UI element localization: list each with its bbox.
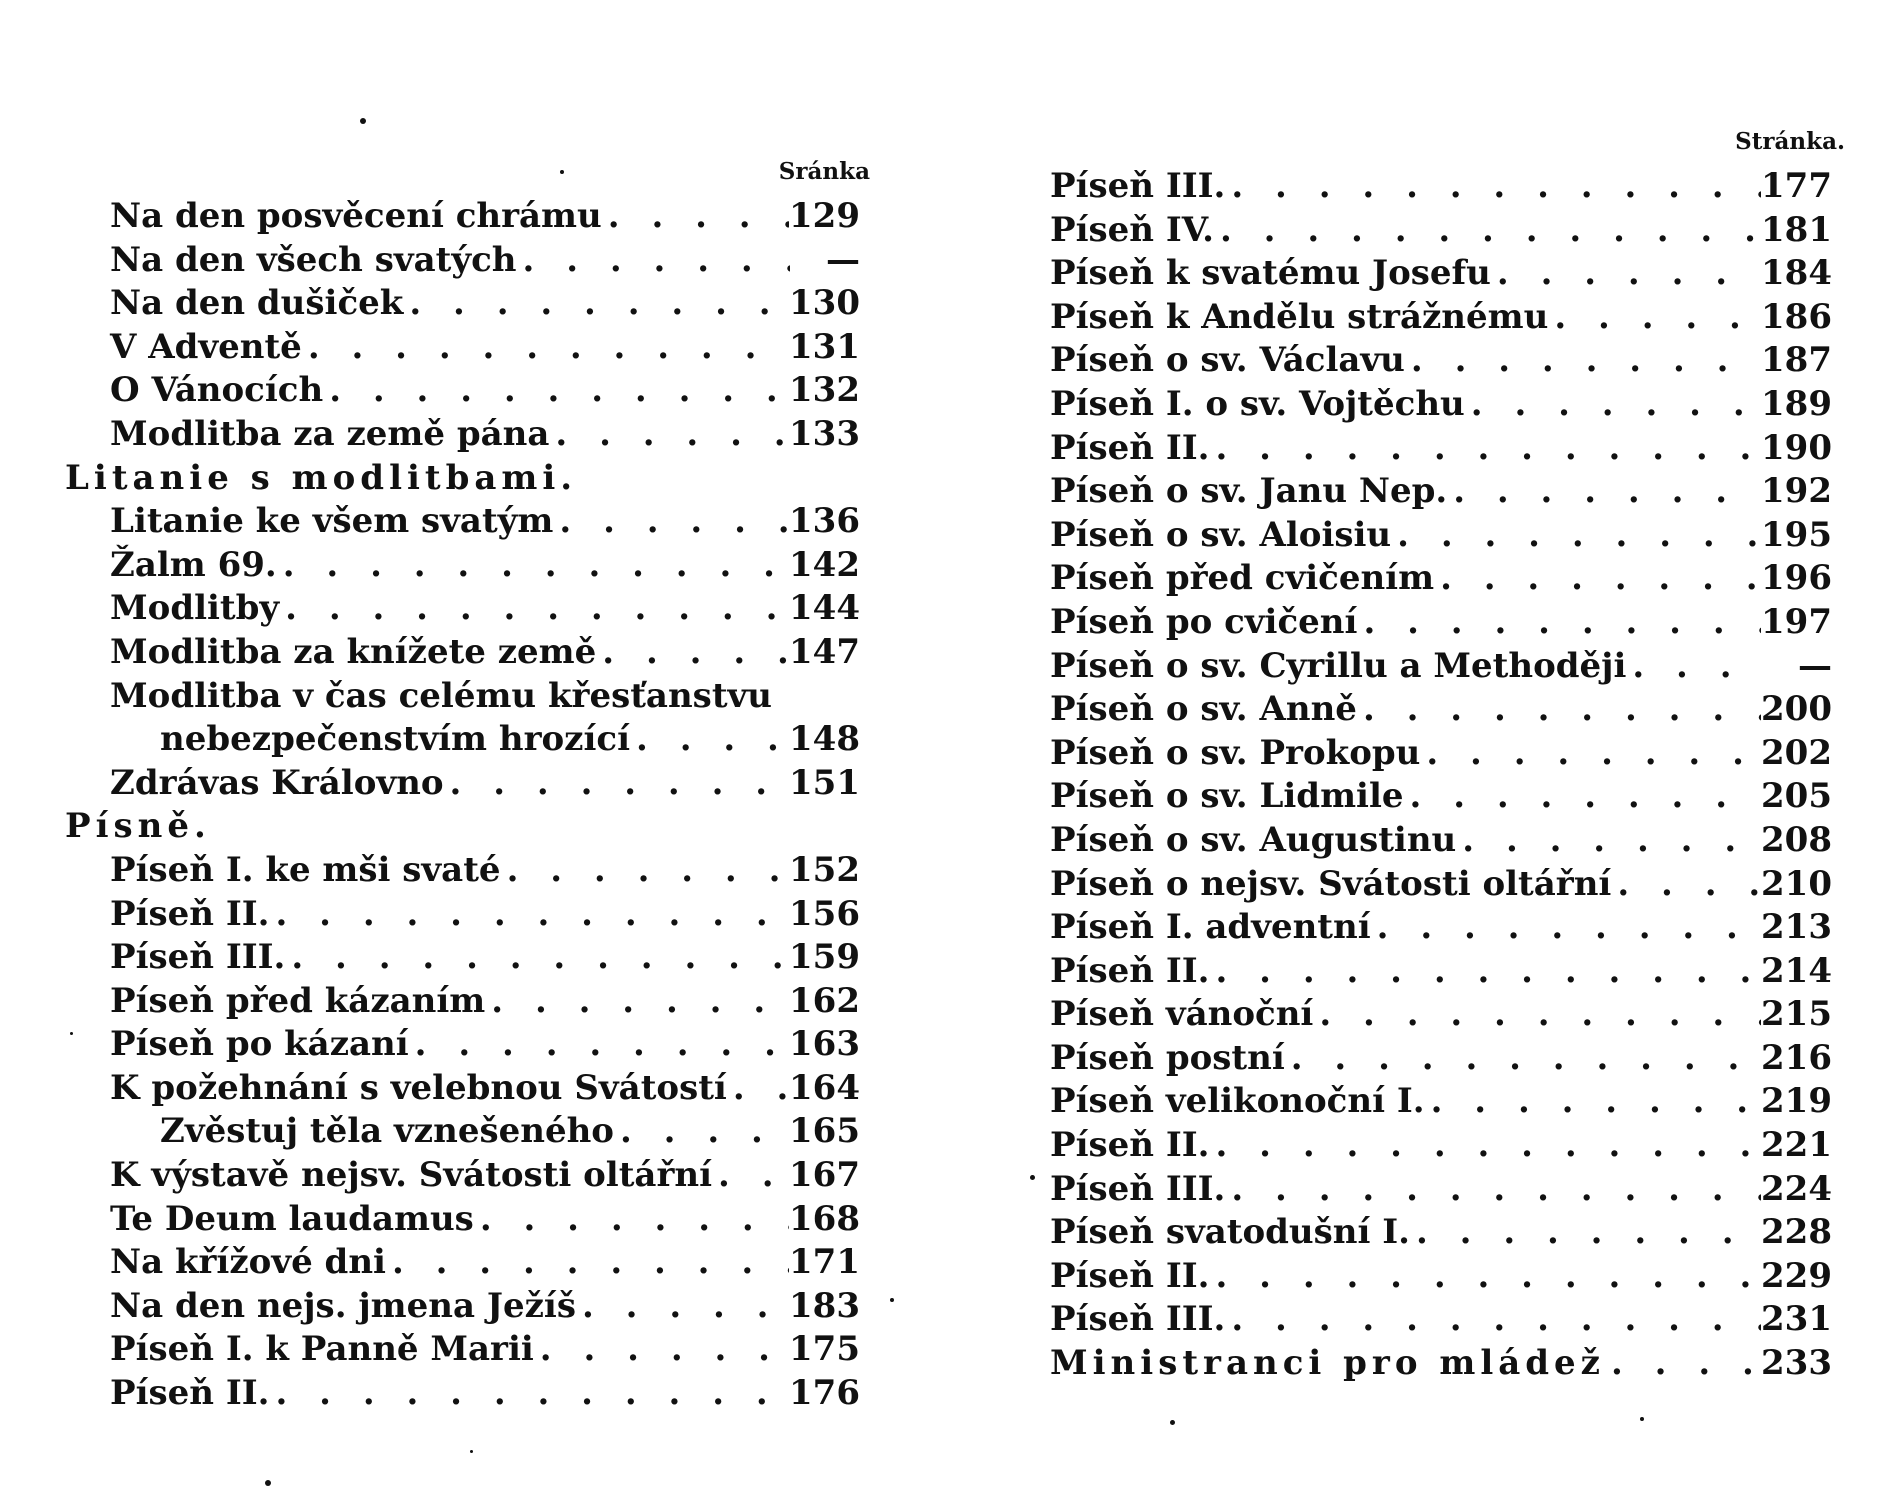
dot-leader: [1209, 1124, 1761, 1168]
toc-entry-page-number: 181: [1761, 209, 1832, 250]
toc-entry: [0, 1372, 860, 1416]
dot-leader: [614, 1110, 789, 1154]
toc-entry-title: K výstavě nejsv. Svátosti oltářní: [110, 1155, 713, 1196]
toc-entry-page-number: 175: [789, 1329, 860, 1370]
dot-leader: [602, 195, 789, 239]
dot-leader: [1209, 427, 1761, 471]
page-column-header: Sránka: [778, 158, 870, 185]
toc-entry-title: Píseň před kázaním: [110, 980, 486, 1021]
dot-leader: [596, 631, 789, 675]
scan-speck: [1170, 1420, 1175, 1425]
toc-entry-title: Píseň o sv. Václavu: [1050, 340, 1405, 381]
dot-leader: [576, 1285, 789, 1329]
toc-entry-title: nebezpečenstvím hrozící: [160, 719, 631, 760]
toc-entry-page-number: 205: [1761, 776, 1832, 817]
toc-entry-title: Píseň II.: [110, 1373, 270, 1414]
toc-section-heading: [0, 805, 860, 849]
toc-section-heading: [0, 457, 860, 501]
toc-entry-title: O Vánocích: [110, 370, 324, 411]
dot-leader: [302, 326, 789, 370]
toc-entry-title: Píseň před cvičením: [1050, 558, 1435, 599]
toc-entry-title: Na den posvěcení chrámu: [110, 196, 602, 236]
toc-entry-title: Litanie s modlitbami.: [65, 457, 578, 498]
toc-entry-page-number: 163: [789, 1024, 860, 1065]
dot-leader: [474, 1198, 789, 1242]
toc-entry: [0, 1110, 860, 1154]
toc-entry-page-number: 224: [1761, 1168, 1832, 1209]
toc-entry-page-number: 130: [789, 283, 860, 324]
toc-entry: [1010, 732, 1832, 776]
dot-leader: [1626, 645, 1762, 689]
toc-entry-page-number: 192: [1761, 471, 1832, 512]
toc-entry: [1010, 688, 1832, 732]
toc-entry: [1010, 1037, 1832, 1081]
toc-entry-page-number: —: [1798, 645, 1832, 686]
toc-entry-title: Modlitba v čas celému křesťanstvu: [110, 675, 773, 716]
toc-entry-page-number: 210: [1761, 863, 1832, 904]
dot-leader: [409, 1023, 789, 1067]
toc-entry-page-number: 213: [1761, 907, 1832, 948]
toc-entry-page-number: 162: [789, 980, 860, 1021]
dot-leader: [1371, 906, 1761, 950]
toc-entry-page-number: 131: [789, 326, 860, 367]
toc-entry-page-number: 171: [789, 1242, 860, 1283]
toc-entry: [0, 1023, 860, 1067]
dot-leader: [1357, 688, 1761, 732]
toc-entry-page-number: 132: [789, 370, 860, 411]
dot-leader: [1456, 819, 1761, 863]
toc-entry: [0, 1154, 860, 1198]
toc-entry-page-number: 216: [1761, 1037, 1832, 1078]
toc-entry-title: Píseň svatodušní I.: [1050, 1212, 1410, 1253]
dot-leader: [1404, 775, 1762, 819]
dot-leader: [279, 587, 789, 631]
dot-leader: [1465, 383, 1761, 427]
toc-entry-title: Píseň o sv. Prokopu: [1050, 732, 1421, 773]
toc-entry-title: Píseň I. ke mši svaté: [110, 849, 501, 890]
toc-entry-page-number: 144: [789, 588, 860, 629]
page-column-header: Stránka.: [1735, 128, 1845, 155]
toc-entry-title: Zdrávas Královno: [110, 762, 444, 803]
toc-entry-page-number: 151: [789, 762, 860, 803]
toc-entry-page-number: 152: [789, 849, 860, 890]
toc-entry: [0, 849, 860, 893]
toc-entry-title: Píseň IV.: [1050, 209, 1214, 250]
toc-entry-title: Ministranci pro mládež: [1050, 1343, 1605, 1384]
toc-entry-page-number: 168: [789, 1198, 860, 1239]
dot-leader: [534, 1328, 789, 1372]
toc-entry-title: Píseň o nejsv. Svátosti oltářní: [1050, 863, 1612, 904]
toc-entry-title: Píseň III.: [1050, 1299, 1226, 1340]
toc-entry-title: Litanie ke všem svatým: [110, 501, 554, 542]
dot-leader: [1313, 993, 1761, 1037]
toc-entry-page-number: 196: [1761, 558, 1832, 599]
dot-leader: [1611, 863, 1761, 907]
toc-entry-title: Modlitba za knížete země: [110, 631, 597, 672]
scan-speck: [1640, 1417, 1644, 1421]
toc-entry-page-number: 200: [1761, 689, 1832, 730]
toc-entry-title: Žalm 69.: [110, 544, 277, 585]
toc-entry-title: Zvěstuj těla vznešeného: [160, 1111, 614, 1152]
toc-entry-page-number: 159: [789, 937, 860, 978]
dot-leader: [1410, 1211, 1761, 1255]
toc-entry-page-number: 214: [1761, 950, 1832, 991]
dot-leader: [1447, 470, 1761, 514]
toc-entry: [0, 893, 860, 937]
toc-entry: [0, 1241, 860, 1285]
toc-entry: [0, 587, 860, 631]
toc-entry: [0, 282, 860, 326]
dot-leader: [277, 544, 789, 588]
toc-entry-title: Píseň po kázaní: [110, 1024, 409, 1065]
scan-speck: [265, 1480, 271, 1486]
toc-entry-title: Píseň postní: [1050, 1037, 1285, 1078]
toc-entry: [0, 326, 860, 370]
toc-entry-title: Píseň II.: [1050, 427, 1210, 468]
toc-entry-title: Píseň o sv. Aloisiu: [1050, 514, 1392, 555]
toc-entry-title: Píseň vánoční: [1050, 994, 1314, 1035]
dot-leader: [1357, 601, 1761, 645]
toc-entry-title: Píseň po cvičení: [1050, 601, 1358, 642]
toc-entry-page-number: 136: [789, 501, 860, 542]
dot-leader: [1209, 1255, 1761, 1299]
dot-leader: [485, 980, 789, 1024]
toc-entry: [1010, 1298, 1832, 1342]
toc-entry-title: Píseň o sv. Cyrillu a Methoději: [1050, 645, 1627, 686]
dot-leader: [1225, 1298, 1761, 1342]
dot-leader: [285, 936, 789, 980]
toc-entry-title: Píseň o sv. Lidmile: [1050, 776, 1404, 817]
scan-speck: [560, 170, 564, 174]
dot-leader: [1209, 950, 1761, 994]
table-of-contents: [0, 195, 860, 1416]
toc-entry-title: Píseň k svatému Josefu: [1050, 253, 1491, 294]
dot-leader: [403, 282, 789, 326]
toc-entry: [1010, 906, 1832, 950]
toc-entry: [0, 980, 860, 1024]
dot-leader: [1420, 732, 1761, 776]
toc-entry: [1010, 209, 1832, 253]
toc-entry: [1010, 645, 1832, 689]
toc-entry-page-number: 190: [1761, 427, 1832, 468]
toc-entry-title: Te Deum laudamus: [110, 1198, 474, 1239]
toc-entry-title: Na den nejs. jmena Ježíš: [110, 1285, 576, 1326]
toc-entry: [1010, 252, 1832, 296]
toc-entry: [0, 762, 860, 806]
dot-leader: [1548, 296, 1761, 340]
dot-leader: [386, 1241, 789, 1285]
dot-leader: [1434, 557, 1761, 601]
toc-entry: [0, 631, 860, 675]
toc-entry: [0, 239, 860, 283]
toc-entry-title: Píseň II.: [1050, 950, 1210, 991]
toc-entry-title: Píseň o sv. Anně: [1050, 689, 1357, 730]
toc-entry: [1010, 296, 1832, 340]
toc-entry-page-number: 233: [1761, 1343, 1832, 1384]
dot-leader: [712, 1154, 789, 1198]
toc-entry: [1010, 1124, 1832, 1168]
toc-entry-page-number: 148: [789, 719, 860, 760]
toc-entry: [0, 936, 860, 980]
toc-entry-title: Píseň III.: [110, 937, 286, 978]
dot-leader: [549, 413, 789, 457]
toc-entry: [0, 718, 860, 762]
toc-entry-title: Píseň II.: [110, 893, 270, 934]
toc-entry-title: Píseň II.: [1050, 1125, 1210, 1166]
toc-entry: [0, 1285, 860, 1329]
toc-entry-title: Píseň III.: [1050, 166, 1226, 206]
dot-leader: [727, 1067, 789, 1111]
toc-entry: [1010, 993, 1832, 1037]
toc-entry-page-number: 195: [1761, 514, 1832, 555]
dot-leader: [1225, 1168, 1761, 1212]
toc-entry: [1010, 470, 1832, 514]
toc-entry: [1010, 427, 1832, 471]
toc-entry-page-number: 176: [789, 1373, 860, 1414]
dot-leader: [630, 718, 789, 762]
toc-entry-page-number: 156: [789, 893, 860, 934]
right-page: [1010, 0, 1880, 1500]
scan-speck: [70, 1032, 73, 1035]
dot-leader: [323, 369, 789, 413]
dot-leader: [269, 1372, 789, 1416]
toc-entry: [1010, 1211, 1832, 1255]
dot-leader: [553, 500, 789, 544]
dot-leader: [1225, 165, 1761, 209]
toc-entry: [0, 1067, 860, 1111]
dot-leader: [1405, 339, 1761, 383]
dot-leader: [1285, 1037, 1761, 1081]
toc-entry: [0, 369, 860, 413]
toc-entry-title: V Adventě: [110, 326, 302, 367]
toc-entry: [0, 1328, 860, 1372]
toc-entry-page-number: 133: [789, 413, 860, 454]
toc-entry-title: Píseň o sv. Augustinu: [1050, 819, 1457, 860]
toc-entry: [1010, 819, 1832, 863]
toc-section-heading: [0, 675, 860, 719]
table-of-contents: [1010, 165, 1832, 1386]
toc-entry-page-number: 197: [1761, 601, 1832, 642]
toc-entry: [0, 195, 860, 239]
dot-leader: [1425, 1080, 1761, 1124]
toc-entry-page-number: 164: [789, 1067, 860, 1108]
toc-entry: [0, 413, 860, 457]
toc-entry: [1010, 1342, 1832, 1386]
toc-entry-title: Píseň I. adventní: [1050, 907, 1371, 948]
toc-entry: [1010, 775, 1832, 819]
toc-entry-title: Píseň o sv. Janu Nep.: [1050, 471, 1448, 512]
toc-entry-page-number: 186: [1761, 296, 1832, 337]
toc-entry-page-number: 215: [1761, 994, 1832, 1035]
toc-entry: [1010, 165, 1832, 209]
toc-entry-page-number: 208: [1761, 819, 1832, 860]
toc-entry-page-number: 231: [1761, 1299, 1832, 1340]
toc-entry: [1010, 1168, 1832, 1212]
dot-leader: [501, 849, 789, 893]
toc-entry-title: Píseň k Andělu strážnému: [1050, 296, 1549, 337]
dot-leader: [1491, 252, 1761, 296]
toc-entry: [1010, 514, 1832, 558]
toc-entry-page-number: 167: [789, 1155, 860, 1196]
dot-leader: [517, 239, 790, 283]
toc-entry: [1010, 339, 1832, 383]
toc-entry: [1010, 1255, 1832, 1299]
toc-entry: [1010, 557, 1832, 601]
toc-entry-page-number: 165: [789, 1111, 860, 1152]
toc-entry: [1010, 1080, 1832, 1124]
toc-entry: [0, 500, 860, 544]
toc-entry-page-number: —: [826, 239, 860, 280]
scan-speck: [890, 1298, 894, 1302]
toc-entry-page-number: 177: [1761, 166, 1832, 206]
toc-entry-title: Píseň III.: [1050, 1168, 1226, 1209]
toc-entry: [1010, 383, 1832, 427]
toc-entry-page-number: 142: [789, 544, 860, 585]
dot-leader: [269, 893, 789, 937]
toc-entry: [1010, 950, 1832, 994]
toc-entry: [1010, 863, 1832, 907]
dot-leader: [1214, 209, 1761, 253]
scan-speck: [470, 1450, 473, 1453]
left-page: [0, 0, 900, 1500]
toc-entry-title: Píseň velikonoční I.: [1050, 1081, 1425, 1122]
scan-speck: [1030, 1175, 1035, 1180]
toc-entry-page-number: 229: [1761, 1255, 1832, 1296]
toc-entry-title: Na den všech svatých: [110, 239, 517, 280]
scan-speck: [360, 118, 366, 124]
toc-entry-title: Na křížové dni: [110, 1242, 386, 1283]
toc-entry: [0, 544, 860, 588]
toc-entry: [0, 1198, 860, 1242]
dot-leader: [1391, 514, 1761, 558]
toc-entry-page-number: 189: [1761, 383, 1832, 424]
toc-entry-title: Písně.: [65, 806, 211, 847]
dot-leader: [444, 762, 789, 806]
toc-entry-page-number: 129: [789, 196, 860, 236]
toc-entry-title: Modlitby: [110, 588, 280, 629]
toc-entry-page-number: 228: [1761, 1212, 1832, 1253]
toc-entry-page-number: 221: [1761, 1125, 1832, 1166]
toc-entry-title: Píseň I. o sv. Vojtěchu: [1050, 383, 1465, 424]
toc-entry-page-number: 187: [1761, 340, 1832, 381]
toc-entry-page-number: 219: [1761, 1081, 1832, 1122]
toc-entry-page-number: 147: [789, 631, 860, 672]
toc-entry-title: Modlitba za země pána: [110, 413, 550, 454]
dot-leader: [1605, 1342, 1761, 1386]
toc-entry-page-number: 183: [789, 1285, 860, 1326]
toc-entry-title: K požehnání s velebnou Svátostí: [110, 1067, 727, 1108]
toc-entry-page-number: 184: [1761, 253, 1832, 294]
toc-entry-title: Píseň II.: [1050, 1255, 1210, 1296]
toc-entry: [1010, 601, 1832, 645]
toc-entry-title: Píseň I. k Panně Marii: [110, 1329, 534, 1370]
toc-entry-title: Na den dušiček: [110, 283, 404, 324]
toc-entry-page-number: 202: [1761, 732, 1832, 773]
